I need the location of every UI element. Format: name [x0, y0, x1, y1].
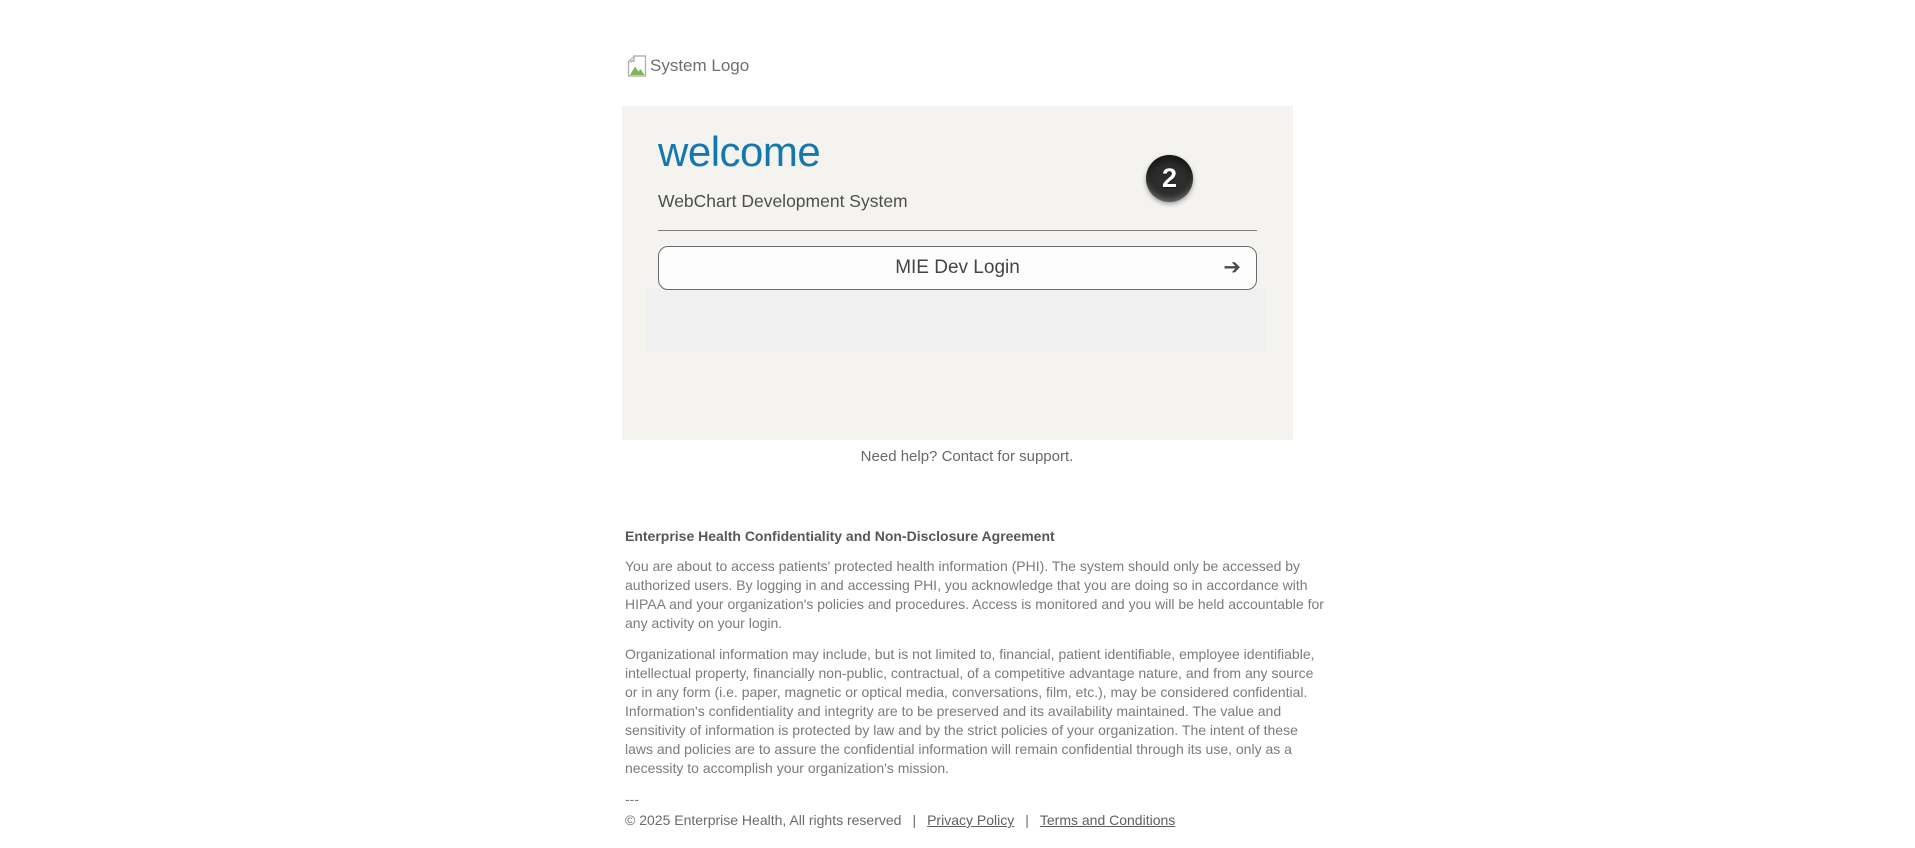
copyright-text: © 2025 Enterprise Health, All rights reserved: [625, 812, 902, 828]
privacy-policy-link[interactable]: Privacy Policy: [927, 812, 1015, 828]
help-text: Need help? Contact for support.: [860, 448, 1074, 465]
broken-image-icon: [627, 55, 647, 77]
mie-dev-login-button[interactable]: [658, 246, 1257, 290]
agreement-section: [625, 528, 1325, 821]
login-form-panel: [647, 288, 1267, 352]
login-card: [622, 106, 1293, 440]
divider-line: [658, 230, 1257, 231]
terms-and-conditions-link[interactable]: Terms and Conditions: [1039, 812, 1176, 828]
logo-alt-text: System Logo: [650, 56, 750, 75]
welcome-heading: welcome: [658, 128, 821, 175]
system-logo: [627, 55, 749, 77]
arrow-right-icon: ➔: [1223, 256, 1241, 280]
annotation-badge-number: 2: [1161, 163, 1178, 193]
system-name-subtitle: WebChart Development System: [658, 191, 908, 211]
footer: [625, 812, 1175, 828]
footer-separator: |: [912, 812, 917, 828]
annotation-badge: [1146, 155, 1193, 202]
agreement-paragraph-2: Organizational information may include, but is not limited to, financial, patient identifiable, employee identifiable, intellectual property, financially non-public, contractual, of a competitive advantage nature, and from any source or in any form (i.e. paper, magnetic or optical media, conversations, film, etc.), may be considered confidential. Information's confidentiality and integrity are to be preserved and its availability maintained. The value and sensitivity of information is protected by law and by the strict policies of your organization. The intent of these laws and policies are to assure the confidential information will remain confidential through its use, only as a necessity to accomplish your organization's mission.: [625, 646, 1315, 776]
agreement-heading: Enterprise Health Confidentiality and Non-Disclosure Agreement: [625, 528, 1055, 544]
login-button-label: MIE Dev Login: [895, 257, 1020, 278]
footer-separator: |: [1025, 812, 1029, 828]
agreement-divider-dashes: ---: [625, 791, 639, 807]
agreement-paragraph-1: You are about to access patients' protected health information (PHI). The system should only be accessed by authorized users. By logging in and accessing PHI, you acknowledge that you are doing so in accordance with HIPAA and your organization's policies and procedures. Access is monitored and you will be held accountable for any activity on your login.: [625, 558, 1324, 631]
